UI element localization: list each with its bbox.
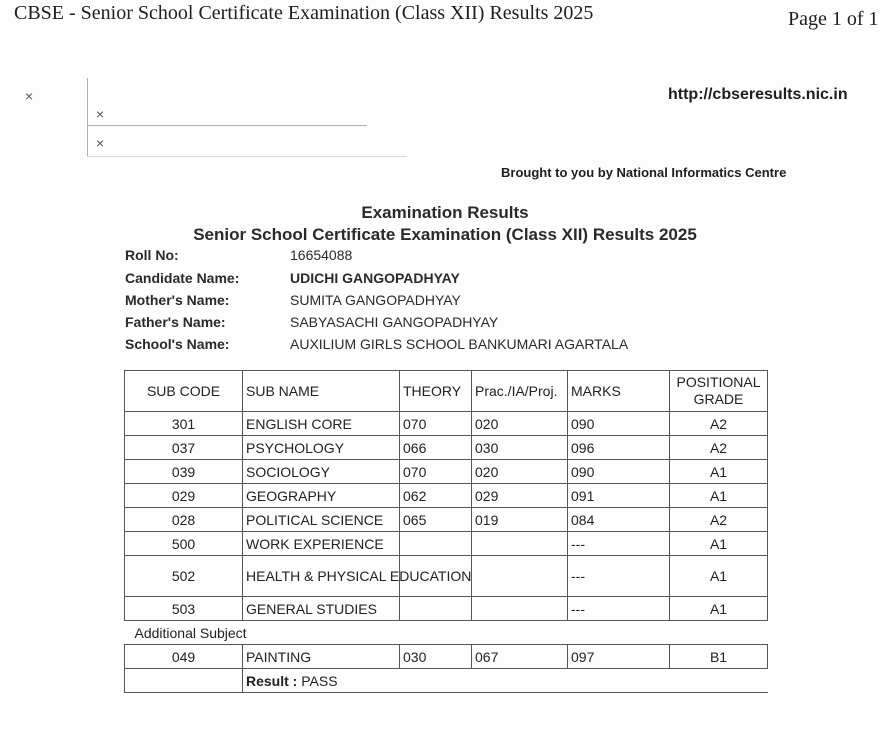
broken-image-icon: × xyxy=(96,106,105,122)
prac-marks xyxy=(472,532,568,556)
prac-marks: 067 xyxy=(472,645,568,669)
positional-grade: A1 xyxy=(670,597,768,621)
sub-name: PAINTING xyxy=(243,645,400,669)
table-row xyxy=(125,412,768,436)
result-blank-cell xyxy=(125,669,243,693)
total-marks: 090 xyxy=(568,412,670,436)
marks-table-header xyxy=(125,371,768,412)
father-name-value: SABYASACHI GANGOPADHYAY xyxy=(290,314,499,330)
prac-marks xyxy=(472,597,568,621)
table-row xyxy=(125,484,768,508)
sub-code: 500 xyxy=(125,532,243,556)
theory-marks: 070 xyxy=(400,412,472,436)
sub-name: WORK EXPERIENCE xyxy=(243,532,400,556)
additional-subject-row xyxy=(125,621,768,645)
positional-grade: A1 xyxy=(670,460,768,484)
prac-marks: 019 xyxy=(472,508,568,532)
total-marks: --- xyxy=(568,556,670,597)
result-value: PASS xyxy=(301,672,338,689)
theory-marks: 030 xyxy=(400,645,472,669)
total-marks: 091 xyxy=(568,484,670,508)
additional-subject-label: Additional Subject xyxy=(125,621,768,645)
grade-header-line1: POSITIONAL xyxy=(676,374,761,390)
sub-code: 029 xyxy=(125,484,243,508)
sub-name: SOCIOLOGY xyxy=(243,460,400,484)
frame-divider xyxy=(87,125,367,126)
total-marks: 084 xyxy=(568,508,670,532)
total-marks: --- xyxy=(568,597,670,621)
prac-marks: 020 xyxy=(472,460,568,484)
roll-value: 16654088 xyxy=(290,247,353,263)
sub-code: 049 xyxy=(125,645,243,669)
site-url-link[interactable]: http://cbseresults.nic.in xyxy=(668,86,848,103)
result-label: Result : xyxy=(246,672,298,689)
theory-marks: 066 xyxy=(400,436,472,460)
prac-marks: 030 xyxy=(472,436,568,460)
prac-marks: 020 xyxy=(472,412,568,436)
marks-header: MARKS xyxy=(568,371,670,412)
table-row xyxy=(125,645,768,669)
theory-marks: 070 xyxy=(400,460,472,484)
page-number: Page 1 of 1 xyxy=(788,8,879,30)
table-row xyxy=(125,508,768,532)
total-marks: 090 xyxy=(568,460,670,484)
positional-grade: A2 xyxy=(670,412,768,436)
school-name-label: School's Name: xyxy=(125,336,230,352)
table-row xyxy=(125,532,768,556)
sub-name: PSYCHOLOGY xyxy=(243,436,400,460)
broken-image-icon: × xyxy=(96,135,105,151)
frame-border xyxy=(87,78,88,156)
positional-grade: B1 xyxy=(670,645,768,669)
grade-header-line2: GRADE xyxy=(693,391,744,407)
prac-header: Prac./IA/Proj. xyxy=(472,371,568,412)
table-row xyxy=(125,597,768,621)
mother-name-label: Mother's Name: xyxy=(125,292,230,308)
sub-code: 028 xyxy=(125,508,243,532)
theory-marks xyxy=(400,597,472,621)
grade-header xyxy=(670,371,768,412)
results-heading: Examination Results xyxy=(361,203,529,222)
mother-name-value: SUMITA GANGOPADHYAY xyxy=(290,292,461,308)
sub-code: 037 xyxy=(125,436,243,460)
father-name-label: Father's Name: xyxy=(125,314,226,330)
sub-code-header: SUB CODE xyxy=(125,371,243,412)
sub-name: ENGLISH CORE xyxy=(243,412,400,436)
sub-code: 502 xyxy=(125,556,243,597)
frame-bottom xyxy=(87,156,407,157)
sub-code: 039 xyxy=(125,460,243,484)
candidate-name-value: UDICHI GANGOPADHYAY xyxy=(290,270,460,286)
exam-heading: Senior School Certificate Examination (Class XII) Results 2025 xyxy=(193,225,697,244)
prac-marks: 029 xyxy=(472,484,568,508)
positional-grade: A1 xyxy=(670,556,768,597)
positional-grade: A1 xyxy=(670,532,768,556)
school-name-value: AUXILIUM GIRLS SCHOOL BANKUMARI AGARTALA xyxy=(290,336,629,352)
theory-marks xyxy=(400,532,472,556)
total-marks: 096 xyxy=(568,436,670,460)
prac-marks xyxy=(472,556,568,597)
table-row xyxy=(125,436,768,460)
nic-credit: Brought to you by National Informatics Centre xyxy=(501,165,787,180)
sub-code: 503 xyxy=(125,597,243,621)
roll-label: Roll No: xyxy=(125,247,179,263)
sub-name: GENERAL STUDIES xyxy=(243,597,400,621)
sub-code: 301 xyxy=(125,412,243,436)
table-row xyxy=(125,556,768,597)
total-marks: --- xyxy=(568,532,670,556)
result-row xyxy=(125,669,768,693)
theory-marks: 062 xyxy=(400,484,472,508)
theory-marks: 065 xyxy=(400,508,472,532)
theory-header: THEORY xyxy=(400,371,472,412)
marks-table xyxy=(124,370,768,693)
sub-name: GEOGRAPHY xyxy=(243,484,400,508)
result-cell xyxy=(243,669,768,693)
sub-name: POLITICAL SCIENCE xyxy=(243,508,400,532)
positional-grade: A2 xyxy=(670,508,768,532)
total-marks: 097 xyxy=(568,645,670,669)
sub-name: HEALTH & PHYSICAL EDUCATION xyxy=(243,556,400,597)
candidate-name-label: Candidate Name: xyxy=(125,270,240,286)
positional-grade: A1 xyxy=(670,484,768,508)
broken-image-icon: × xyxy=(25,88,34,104)
print-header-title: CBSE - Senior School Certificate Examination (Class XII) Results 2025 xyxy=(14,2,594,24)
table-row xyxy=(125,460,768,484)
sub-name-header: SUB NAME xyxy=(243,371,400,412)
positional-grade: A2 xyxy=(670,436,768,460)
